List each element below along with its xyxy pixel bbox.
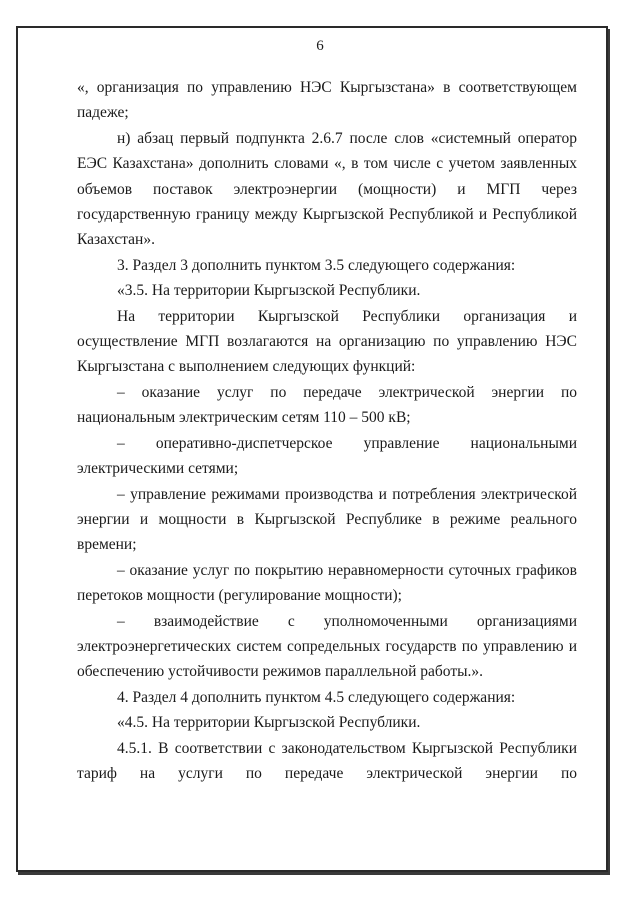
paragraph: «4.5. На территории Кыргызской Республики. [117, 714, 421, 732]
paragraph: н) абзац первый подпункта 2.6.7 после слов «системный оператор ЕЭС Казахстана» дополнить словами «, в том числе с учетом заявленных объемов поставок электроэнергии (мощности) и МГП через государственную границу между Кыргызской Республикой и Республикой Казахстан». [77, 129, 577, 249]
paragraph: На территории Кыргызской Республики организация и осуществление МГП возлагаются на организацию по управлению НЭС Кыргызстана с выполнением следующих функций: [77, 307, 577, 376]
list-item: – взаимодействие с уполномоченными организациями электроэнергетических систем сопредельных государств по управлению и обеспечению устойчивости режимов параллельной работы.». [77, 612, 577, 681]
paragraph: 4.5.1. В соответствии с законодательством Кыргызской Республики тариф на услуги по передаче электрической энергии по [77, 739, 577, 782]
list-item: – оперативно-диспетчерское управление национальными электрическими сетями; [77, 434, 577, 478]
list-item: – оказание услуг по передаче электрической энергии по национальным электрическим сетям 110 – 500 кВ; [77, 383, 577, 427]
paragraph: 3. Раздел 3 дополнить пунктом 3.5 следующего содержания: [117, 256, 516, 274]
paragraph: «3.5. На территории Кыргызской Республики. [117, 282, 421, 300]
page-number: 6 [316, 38, 324, 54]
list-item: – оказание услуг по покрытию неравномерности суточных графиков перетоков мощности (регулирование мощности); [77, 561, 577, 605]
document-body [77, 75, 577, 786]
paragraph: 4. Раздел 4 дополнить пунктом 4.5 следующего содержания: [117, 688, 516, 706]
list-item: – управление режимами производства и потребления электрической энергии и мощности в Кыргызской Республике в режиме реального времени; [77, 485, 577, 554]
paragraph: «, организация по управлению НЭС Кыргызстана» в соответствующем падеже; [77, 79, 577, 122]
